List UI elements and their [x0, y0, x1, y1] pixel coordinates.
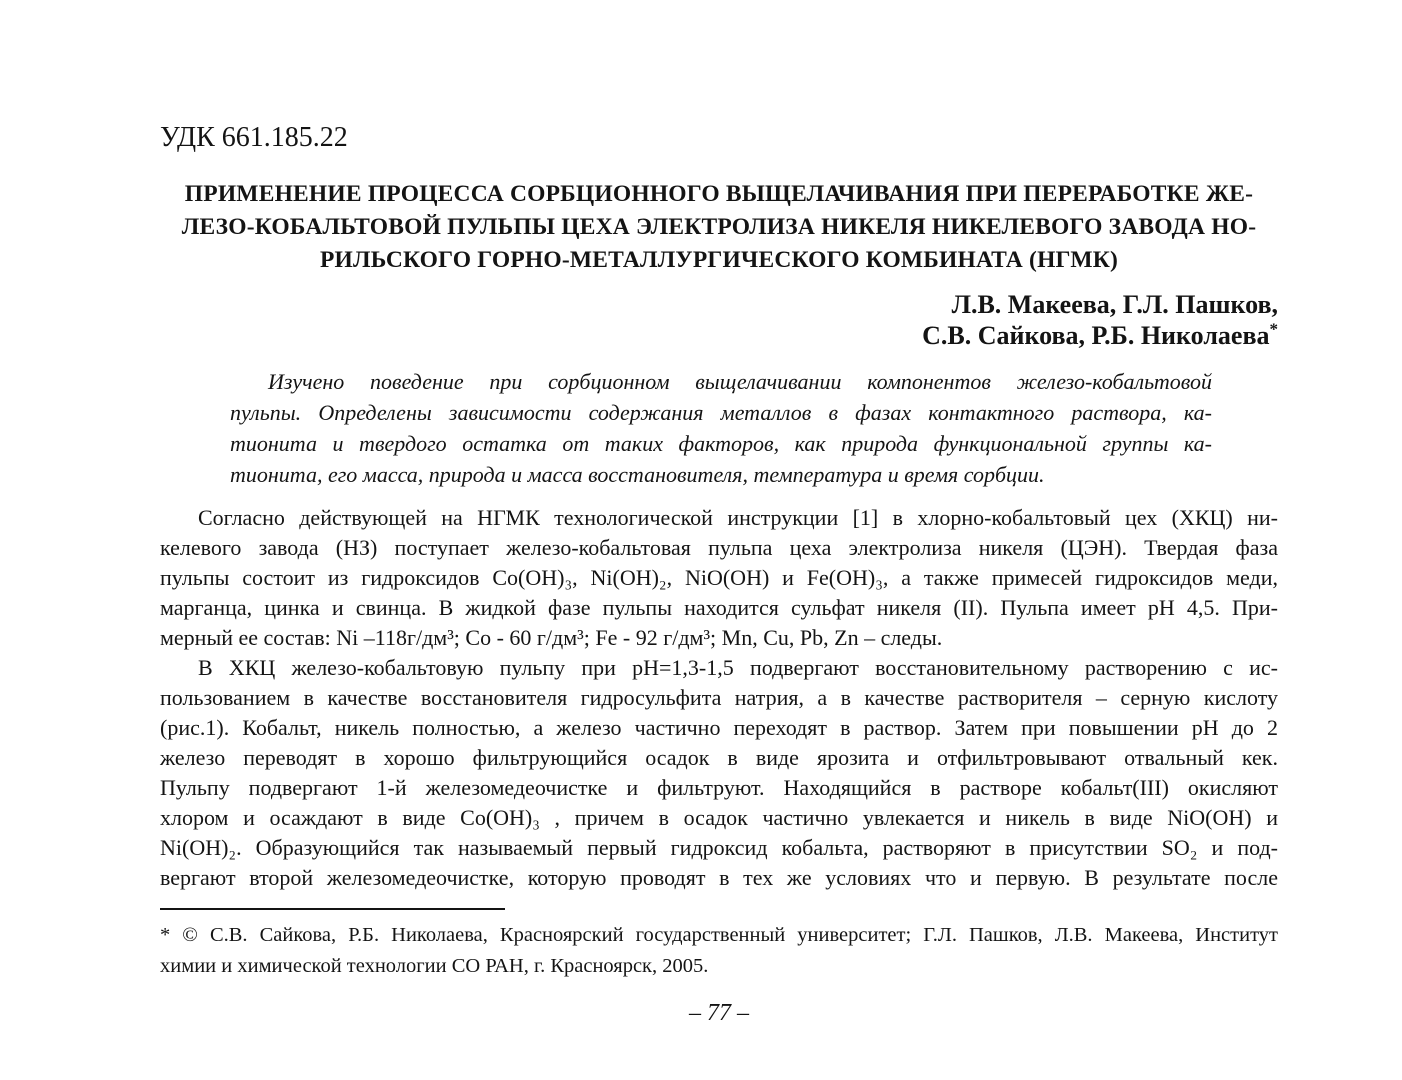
body-line: Согласно действующей на НГМК технологической инструкции [1] в хлорно-кобальтовый цех (ХКЦ) ни- [198, 505, 1278, 530]
text-column [160, 122, 1278, 1027]
authors-block [160, 289, 1278, 351]
body-line: пульпы состоит из гидроксидов Co(OH)₃, Ni(OH)₂, NiO(OH) и Fe(OH)₃, а также примесей гидроксидов меди, [160, 565, 1278, 590]
paragraph-2 [160, 653, 1278, 893]
body-line: пользованием в качестве восстановителя гидросульфита натрия, а в качестве растворителя – серную кислоту [160, 685, 1278, 710]
body-line: Ni(OH)₂. Образующийся так называемый первый гидроксид кобальта, растворяют в присутствии SO₂ и под- [160, 835, 1278, 860]
body-line: железо переводят в хорошо фильтрующийся осадок в виде ярозита и отфильтровывают отвальный кек. [160, 745, 1278, 770]
abstract-line: пульпы. Определены зависимости содержания металлов в фазах контактного раствора, ка- [230, 400, 1212, 425]
footnote-line: * © С.В. Сайкова, Р.Б. Николаева, Красноярский государственный университет; Г.Л. Пашков, Л.В. Макеева, Институт [160, 924, 1278, 946]
body-line: Пульпу подвергают 1-й железомедеочистке и фильтруют. Находящийся в растворе кобальт(III) окисляют [160, 775, 1278, 800]
body-line: В ХКЦ железо-кобальтовую пульпу при pH=1,3-1,5 подвергают восстановительному растворению с ис- [198, 655, 1278, 680]
abstract-line: тионита и твердого остатка от таких факторов, как природа функциональной группы ка- [230, 431, 1212, 456]
body-line: вергают второй железомедеочистке, которую проводят в тех же условиях что и первую. В результате после [160, 865, 1278, 890]
paragraph-1 [160, 503, 1278, 653]
body-text [160, 503, 1278, 893]
footnote [160, 920, 1278, 982]
footnote-line: химии и химической технологии СО РАН, г. Красноярск, 2005. [160, 955, 709, 977]
footnote-divider [160, 908, 505, 910]
title-line-1: ПРИМЕНЕНИЕ ПРОЦЕССА СОРБЦИОННОГО ВЫЩЕЛАЧИВАНИЯ ПРИ ПЕРЕРАБОТКЕ ЖЕ- [184, 181, 1254, 207]
body-line: хлором и осаждают в виде Co(OH)₃ , причем в осадок частично увлекается и никель в виде NiO(OH) и [160, 805, 1278, 830]
body-line: мерный ее состав: Ni –118г/дм³; Co - 60 г/дм³; Fe - 92 г/дм³; Mn, Cu, Pb, Zn – следы. [160, 625, 943, 650]
title-line-3: РИЛЬСКОГО ГОРНО-МЕТАЛЛУРГИЧЕСКОГО КОМБИНАТА (НГМК) [319, 247, 1119, 273]
body-line: келевого завода (НЗ) поступает железо-кобальтовая пульпа цеха электролиза никеля (ЦЭН). Твердая фаза [160, 535, 1278, 560]
body-line: марганца, цинка и свинца. В жидкой фазе пульпы находится сульфат никеля (II). Пульпа имеет pH 4,5. При- [160, 595, 1278, 620]
paper-title [160, 178, 1278, 277]
authors-line-1: Л.В. Макеева, Г.Л. Пашков, [951, 290, 1278, 319]
footnote-asterisk: * [1269, 319, 1278, 339]
udc-code: УДК 661.185.22 [160, 122, 348, 153]
authors-line-2 [160, 320, 1278, 351]
abstract-line: тионита, его масса, природа и масса восстановителя, температура и время сорбции. [230, 462, 1045, 487]
body-line: (рис.1). Кобальт, никель полностью, а железо частично переходят в раствор. Затем при повышении pH до 2 [160, 715, 1278, 740]
authors-names: С.В. Сайкова, Р.Б. Николаева [922, 321, 1270, 350]
title-line-2: ЛЕЗО-КОБАЛЬТОВОЙ ПУЛЬПЫ ЦЕХА ЭЛЕКТРОЛИЗА НИКЕЛЯ НИКЕЛЕВОГО ЗАВОДА НО- [181, 214, 1257, 240]
page-number: – 77 – [689, 1000, 749, 1026]
abstract [160, 366, 1278, 490]
abstract-line: Изучено поведение при сорбционном выщелачивании компонентов железо-кобальтовой [268, 369, 1212, 394]
